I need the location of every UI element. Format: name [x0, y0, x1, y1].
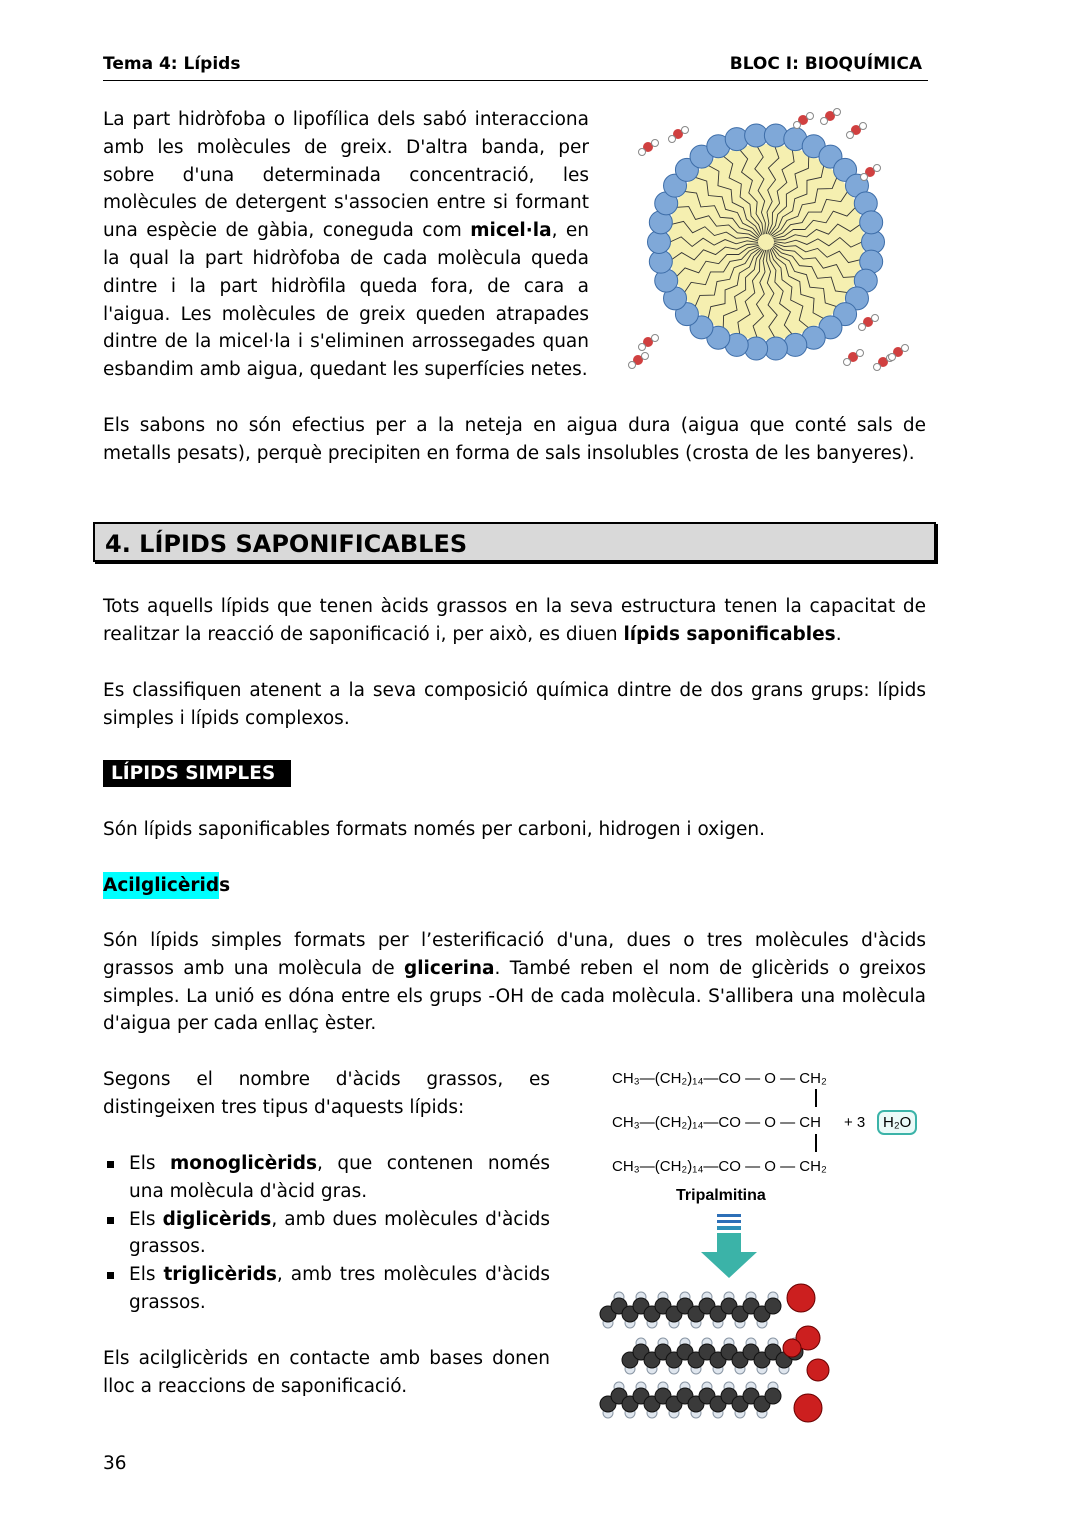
- page-header: [103, 54, 928, 81]
- subsection-tag-acylglycerides: Acilglicèrids: [103, 872, 219, 899]
- paragraph-classification: Es classifiquen atenent a la seva composició química dintre de dos grans grups: lípids simples i lípids complexos.: [103, 680, 926, 729]
- oxygen-atom: [783, 1339, 801, 1357]
- fatty-acid-chain: [622, 1338, 803, 1374]
- fatty-acid-chain: [600, 1292, 781, 1328]
- paragraph-acylglycerides: Són lípids simples formats per l’esterificació d'una, dues o tres molècules d'àcids grassos amb una molècula de glicerina. També reben el nom de glicèrids o greixos simples. La unió es dóna entre els grups -OH de cada molècula. S'allibera una molècula d'aigua per cada enllaç èster.: [103, 930, 926, 1035]
- chapter-title: Tema 4: Lípids: [103, 54, 241, 74]
- down-arrow-icon: [697, 1212, 761, 1280]
- water-molecule: [821, 109, 841, 125]
- list-item: Els monoglicèrids, que contenen només una molècula d'àcid gras.: [103, 1150, 550, 1206]
- page-number: 36: [103, 1453, 127, 1474]
- formula-plus: + 3: [844, 1114, 866, 1131]
- formula-bond: [815, 1089, 817, 1107]
- term-glicerina: glicerina: [403, 957, 495, 979]
- water-molecule: [889, 345, 909, 361]
- oxygen-atom: [807, 1359, 829, 1381]
- term-lipids-saponificables: lípids saponificables: [623, 623, 836, 645]
- list-item: Els triglicèrids, amb tres molècules d'àcids grassos.: [103, 1261, 550, 1317]
- paragraph-simple-lipids: Són lípids saponificables formats només per carboni, hidrogen i oxigen.: [103, 819, 766, 840]
- paragraph-saponifiable: Tots aquells lípids que tenen àcids grassos en la seva estructura tenen la capacitat de realitzar la reacció de saponificació i, per això, es diuen lípids saponificables.: [103, 596, 926, 645]
- paragraph-saponification: Els acilglicèrids en contacte amb bases donen lloc a reaccions de saponificació.: [103, 1348, 550, 1397]
- formula-bond: [815, 1134, 817, 1152]
- water-molecule: [844, 350, 864, 366]
- water-molecule: [847, 123, 867, 139]
- water-molecule: [859, 315, 879, 331]
- formula-row-2: CH₃—(CH₂)₁₄—CO — O — CH: [612, 1114, 821, 1131]
- hydrophilic-head: [860, 211, 883, 234]
- paragraph-hard-water: Els sabons no són efectius per a la neteja en aigua dura (aigua que conté sals de metalls pesats), perquè precipiten en forma de sals insolubles (crosta de les banyeres).: [103, 415, 926, 464]
- acylglyceride-types-list: [103, 1150, 550, 1317]
- water-molecule: [629, 353, 649, 369]
- paragraph-micelle: La part hidròfoba o lipofílica dels sabó interacciona amb les molècules de greix. D'altra banda, per sobre d'una determinada concentració, les molècules de detergent s'associen entre si formant una espècie de gàbia, coneguda com micel·la, en la qual la part hidròfoba de cada molècula queda dintre i la part hidròfila queda fora, de cara a l'aigua. Les molècules de greix queden atrapades dintre de la micel·la i s'eliminen arrossegades quan esbandim amb aigua, quedant les superfícies netes.: [103, 109, 589, 381]
- paragraph-types-intro: Segons el nombre d'àcids grassos, es distingeixen tres tipus d'aquests lípids:: [103, 1069, 550, 1118]
- subsection-tag-simple-lipids: LÍPIDS SIMPLES: [103, 760, 291, 787]
- fatty-acid-chain: [600, 1382, 781, 1418]
- water-badge: H₂O: [877, 1110, 917, 1135]
- water-molecule: [669, 127, 689, 143]
- formula-caption: Tripalmitina: [676, 1187, 766, 1204]
- water-molecule: [639, 335, 659, 351]
- micelle-illustration: [608, 102, 920, 384]
- water-molecule: [639, 140, 659, 156]
- oxygen-atom: [794, 1394, 822, 1422]
- tripalmitin-formula: [606, 1062, 936, 1212]
- water-molecule: [794, 113, 814, 129]
- section-title: 4. LÍPIDS SAPONIFICABLES: [105, 530, 468, 558]
- list-item: Els diglicèrids, amb dues molècules d'àcids grassos.: [103, 1206, 550, 1262]
- term-micela: micel·la: [470, 220, 552, 242]
- formula-row-1: CH₃—(CH₂)₁₄—CO — O — CH₂: [612, 1070, 827, 1087]
- tripalmitin-space-filling-model: [596, 1278, 842, 1428]
- section-heading: [93, 522, 936, 562]
- formula-row-3: CH₃—(CH₂)₁₄—CO — O — CH₂: [612, 1158, 827, 1175]
- water-molecule: [861, 165, 881, 181]
- block-title: BLOC I: BIOQUÍMICA: [729, 54, 922, 74]
- oxygen-atom: [787, 1284, 815, 1312]
